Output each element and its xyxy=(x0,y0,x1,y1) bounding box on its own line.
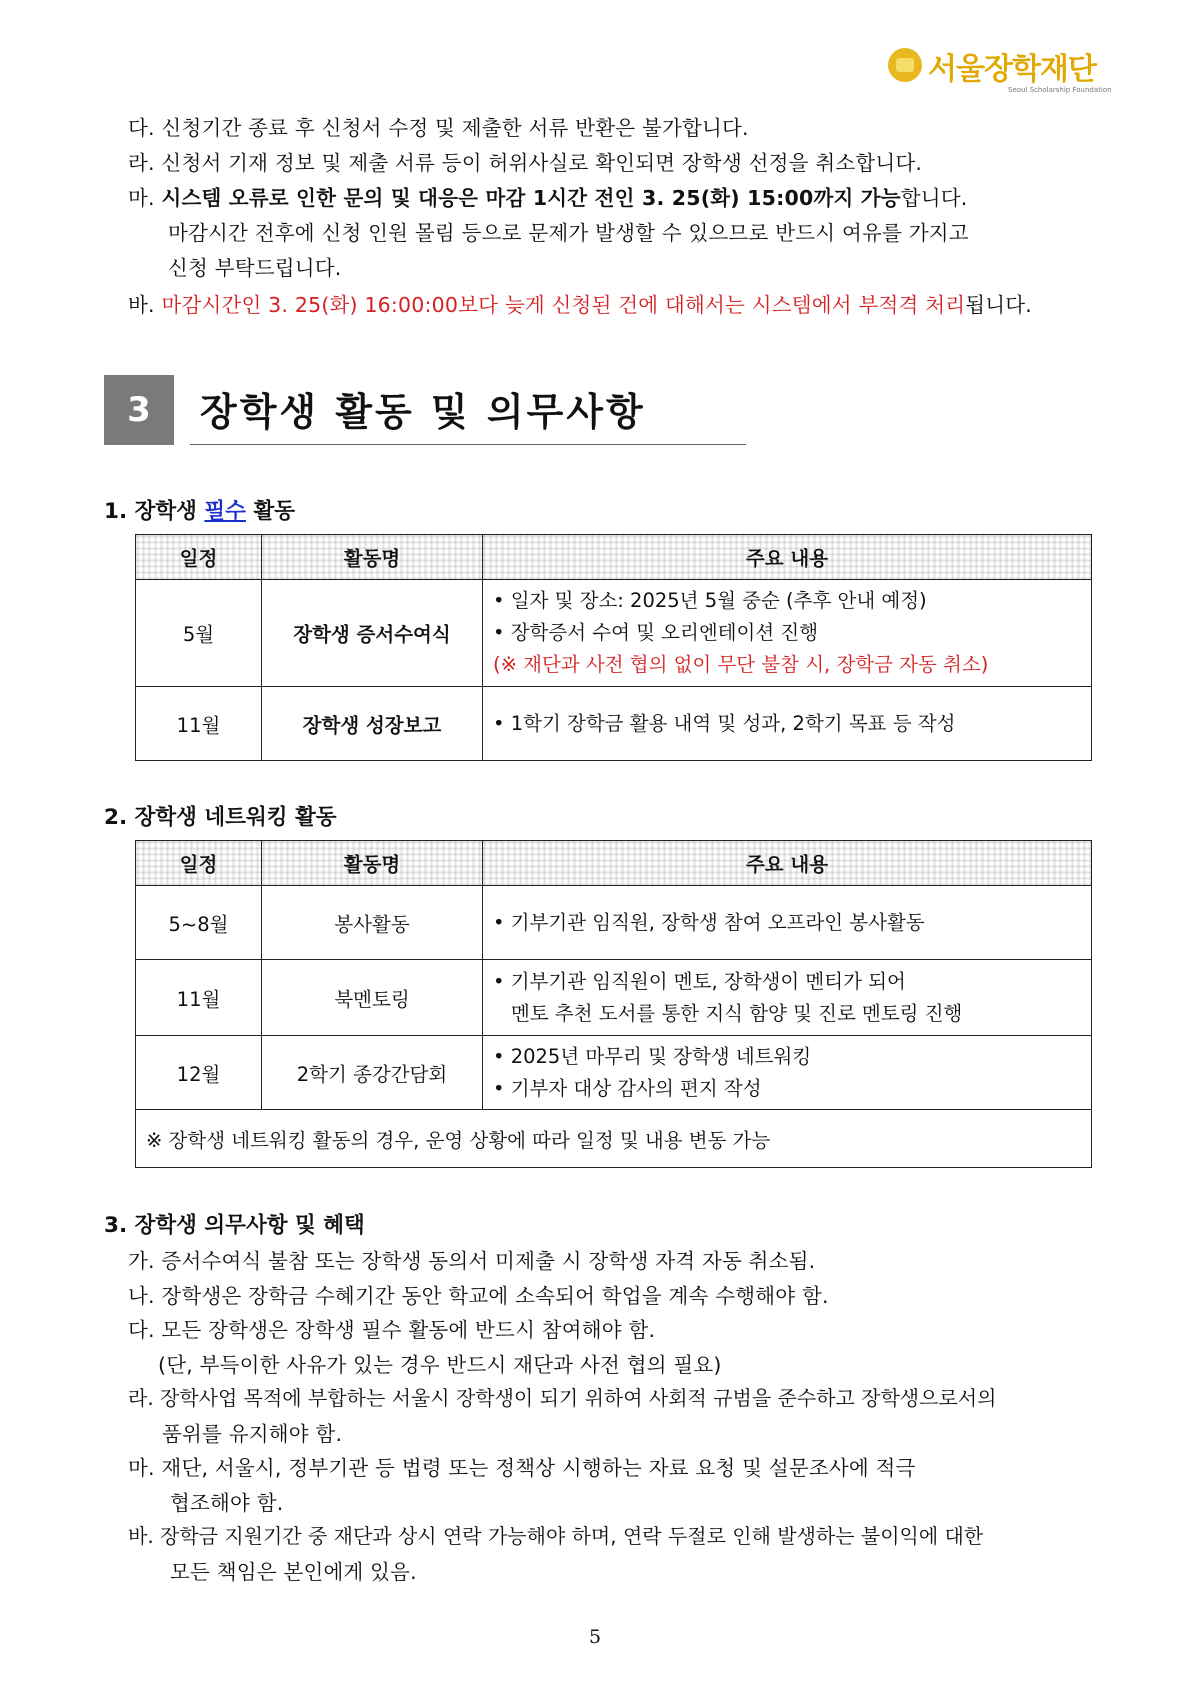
duty-item-ba: 바. 장학금 지원기간 중 재단과 상시 연락 가능해야 하며, 연락 두절로 인해 발생하는 불이익에 대한 xyxy=(128,1524,984,1548)
subsection-2-heading: 2. 장학생 네트워킹 활동 xyxy=(104,805,337,830)
subsection-1-highlight: 필수 xyxy=(204,499,246,524)
row-content xyxy=(483,886,1092,960)
row-period: 12월 xyxy=(136,1036,262,1110)
intro-item-ra: 라. 신청서 기재 정보 및 제출 서류 등이 허위사실로 확인되면 장학생 선정을 취소합니다. xyxy=(128,151,923,175)
header-period: 일정 xyxy=(136,535,262,580)
row-activity: 장학생 증서수여식 xyxy=(262,580,483,687)
row-period: 5월 xyxy=(136,580,262,687)
intro-ba-prefix: 바. xyxy=(128,293,162,317)
row-period: 11월 xyxy=(136,687,262,761)
row-activity: 봉사활동 xyxy=(262,886,483,960)
table-row xyxy=(136,687,1092,761)
content-item: • 장학증서 수여 및 오리엔테이션 진행 xyxy=(493,621,819,644)
row-content xyxy=(483,960,1092,1036)
header-activity: 활동명 xyxy=(262,841,483,886)
duty-item-ra-continued: 품위를 유지해야 함. xyxy=(162,1422,343,1446)
intro-ba-red: 마감시간인 3. 25(화) 16:00:00보다 늦게 신청된 건에 대해서는 시스템에서 부적격 처리 xyxy=(161,293,966,317)
duty-item-ma: 마. 재단, 서울시, 정부기관 등 법령 또는 정책상 시행하는 자료 요청 및 설문조사에 적극 xyxy=(128,1456,916,1480)
content-item: • 1학기 장학금 활용 내역 및 성과, 2학기 목표 등 작성 xyxy=(493,711,956,735)
required-activities-table xyxy=(135,534,1092,761)
table-header-row xyxy=(136,841,1092,886)
logo-emblem-icon xyxy=(888,48,922,82)
section-divider xyxy=(190,444,746,445)
row-period: 5~8월 xyxy=(136,886,262,960)
page-number: 5 xyxy=(588,1626,602,1648)
header-content: 주요 내용 xyxy=(483,535,1092,580)
intro-item-ma xyxy=(128,181,968,211)
content-item: • 일자 및 장소: 2025년 5월 중순 (추후 안내 예정) xyxy=(493,589,927,612)
header-content: 주요 내용 xyxy=(483,841,1092,886)
content-item: • 기부자 대상 감사의 편지 작성 xyxy=(493,1076,762,1100)
duty-item-da-note: (단, 부득이한 사유가 있는 경우 반드시 재단과 사전 협의 필요) xyxy=(158,1353,722,1377)
table-footnote-row xyxy=(136,1110,1092,1168)
intro-ma-bold: 시스템 오류로 인한 문의 및 대응은 마감 1시간 전인 3. 25(화) 15:00까지 가능 xyxy=(161,186,901,210)
duty-item-ma-continued: 협조해야 함. xyxy=(170,1491,284,1515)
intro-ma-suffix: 합니다. xyxy=(900,186,968,210)
duty-item-ba-continued: 모든 책임은 본인에게 있음. xyxy=(170,1560,417,1584)
duty-item-na: 나. 장학생은 장학금 수혜기간 동안 학교에 소속되어 학업을 계속 수행해야 함. xyxy=(128,1284,829,1308)
subsection-3-heading: 3. 장학생 의무사항 및 혜택 xyxy=(104,1213,365,1238)
subsection-1-heading xyxy=(104,494,295,525)
row-period: 11월 xyxy=(136,960,262,1036)
subsection-1-suffix: 활동 xyxy=(245,499,295,524)
row-activity: 장학생 성장보고 xyxy=(262,687,483,761)
table-footnote: ※ 장학생 네트워킹 활동의 경우, 운영 상황에 따라 일정 및 내용 변동 가능 xyxy=(136,1110,1092,1168)
table-row xyxy=(136,580,1092,687)
row-activity: 2학기 종강간담회 xyxy=(262,1036,483,1110)
duty-item-da: 다. 모든 장학생은 장학생 필수 활동에 반드시 참여해야 함. xyxy=(128,1318,656,1342)
header-activity: 활동명 xyxy=(262,535,483,580)
table-row xyxy=(136,886,1092,960)
row-content xyxy=(483,687,1092,761)
table-header-row xyxy=(136,535,1092,580)
intro-item-ba xyxy=(128,288,1032,318)
logo-text: 서울장학재단 xyxy=(928,52,1096,87)
row-activity: 북멘토링 xyxy=(262,960,483,1036)
content-item: • 기부기관 임직원이 멘토, 장학생이 멘티가 되어 xyxy=(493,969,906,993)
intro-ma-continued-1: 마감시간 전후에 신청 인원 몰림 등으로 문제가 발생할 수 있으므로 반드시 여유를 가지고 xyxy=(168,221,969,245)
content-note: (※ 재단과 사전 협의 없이 무단 불참 시, 장학금 자동 취소) xyxy=(493,653,989,676)
logo-subtitle: Seoul Scholarship Foundation xyxy=(1008,86,1112,94)
section-number: 3 xyxy=(104,375,174,445)
foundation-logo xyxy=(888,44,1128,104)
row-content xyxy=(483,1036,1092,1110)
table-row xyxy=(136,960,1092,1036)
subsection-1-prefix: 1. 장학생 xyxy=(104,499,205,524)
header-period: 일정 xyxy=(136,841,262,886)
intro-ma-continued-2: 신청 부탁드립니다. xyxy=(168,256,342,280)
content-item: 멘토 추천 도서를 통한 지식 함양 및 진로 멘토링 진행 xyxy=(511,1001,963,1025)
intro-ma-prefix: 마. xyxy=(128,186,162,210)
intro-item-da: 다. 신청기간 종료 후 신청서 수정 및 제출한 서류 반환은 불가합니다. xyxy=(128,116,749,140)
duty-item-ga: 가. 증서수여식 불참 또는 장학생 동의서 미제출 시 장학생 자격 자동 취소됨. xyxy=(128,1249,816,1273)
row-content xyxy=(483,580,1092,687)
networking-activities-table xyxy=(135,840,1092,1168)
section-title: 장학생 활동 및 의무사항 xyxy=(200,390,646,434)
table-row xyxy=(136,1036,1092,1110)
duty-item-ra: 라. 장학사업 목적에 부합하는 서울시 장학생이 되기 위하여 사회적 규범을 준수하고 장학생으로서의 xyxy=(128,1386,997,1410)
content-item: • 2025년 마무리 및 장학생 네트워킹 xyxy=(493,1044,812,1068)
intro-ba-suffix: 됩니다. xyxy=(965,293,1032,317)
content-item: • 기부기관 임직원, 장학생 참여 오프라인 봉사활동 xyxy=(493,910,925,934)
